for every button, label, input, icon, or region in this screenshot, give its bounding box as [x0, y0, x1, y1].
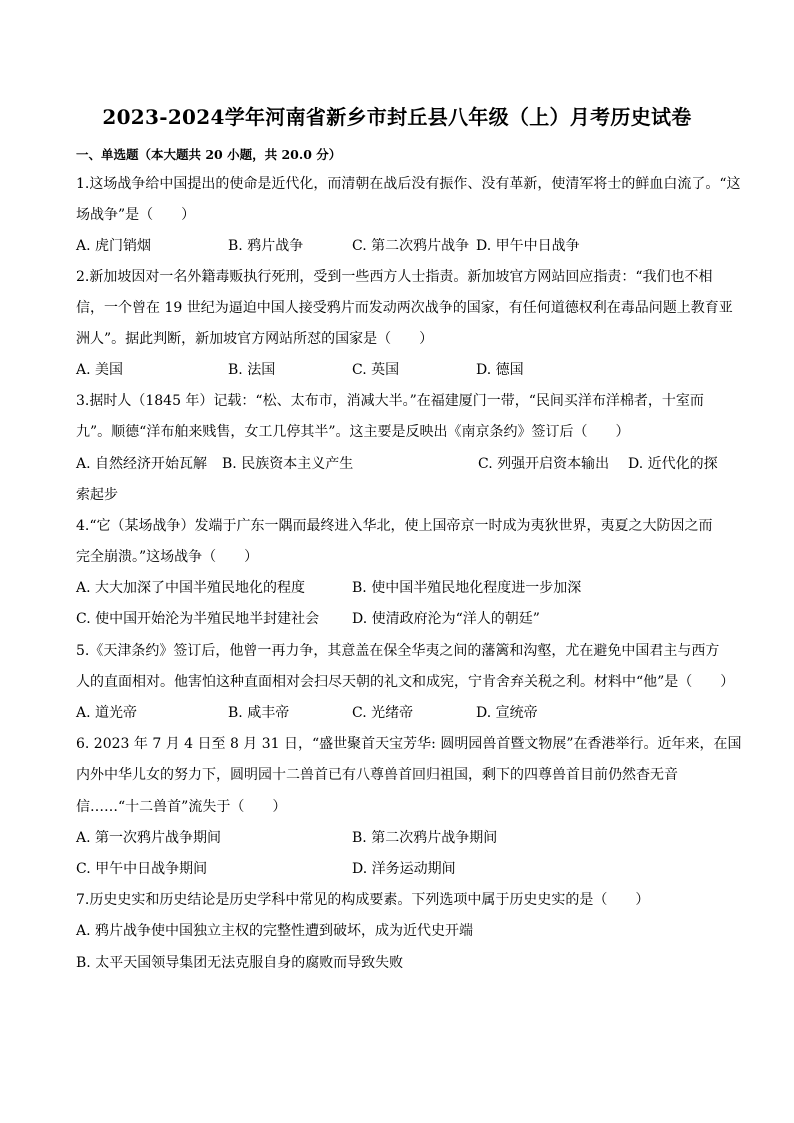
question-4-line-2: 完全崩溃。”这场战争（ ）: [76, 549, 259, 565]
question-7-option-b: B. 太平天国领导集团无法克服自身的腐败而导致失败: [76, 955, 404, 971]
question-6-option-a: A. 第一次鸦片战争期间: [76, 830, 222, 846]
question-6-option-b: B. 第二次鸦片战争期间: [352, 830, 498, 846]
question-6-option-d: D. 洋务运动期间: [352, 861, 456, 877]
question-7-line-1: 7.历史史实和历史结论是历史学科中常见的构成要素。下列选项中属于历史史实的是（ ）: [76, 892, 650, 908]
question-5-option-a: A. 道光帝: [76, 705, 138, 721]
question-6-line-2: 内外中华儿女的努力下，圆明园十二兽首已有八尊兽首回归祖国，剩下的四尊兽首目前仍然杳无音: [76, 767, 678, 783]
question-4-option-c: C. 使中国开始沦为半殖民地半封建社会: [76, 611, 320, 627]
question-1-line-2: 场战争”是（ ）: [76, 207, 196, 223]
question-4-option-d: D. 使清政府沦为“洋人的朝廷”: [352, 611, 540, 627]
question-1-option-a: A. 虎门销烟: [76, 238, 152, 254]
question-5-line-2: 人的直面相对。他害怕这种直面相对会扫尽天朝的礼文和成宪，宁肯舍弃关税之利。材料中“他”是（ ）: [76, 674, 735, 690]
question-5-option-c: C. 光绪帝: [352, 705, 414, 721]
question-1-option-c: C. 第二次鸦片战争: [352, 238, 470, 254]
question-3-option-c: C. 列强开启资本输出: [478, 456, 610, 472]
question-5-line-1: 5.《天津条约》签订后，他曾一再力争，其意盖在保全华夷之间的藩篱和沟壑，尤在避免中国君主与西方: [76, 643, 720, 659]
section-heading: 一、单选题（本大题共 20 小题，共 20.0 分）: [76, 147, 342, 162]
question-2-line-2: 信，一个曾在 19 世纪为逼迫中国人接受鸦片而发动两次战争的国家，有任何道德权利在毒品问题上教育亚: [76, 300, 733, 316]
question-3-option-b: B. 民族资本主义产生: [222, 456, 354, 472]
question-1-option-b: B. 鸦片战争: [228, 238, 304, 254]
question-3-line-1: 3.据时人（1845 年）记载：“松、太布市，消减大半。”在福建厦门一带，“民间买洋布洋棉者，十室而: [76, 393, 704, 409]
question-7-option-a: A. 鸦片战争使中国独立主权的完整性遭到破坏，成为近代史开端: [76, 923, 474, 939]
question-2-option-b: B. 法国: [228, 362, 276, 378]
question-2-option-a: A. 美国: [76, 362, 124, 378]
question-6-line-1: 6. 2023 年 7 月 4 日至 8 月 31 日，“盛世聚首天宝芳华: 圆明园兽首暨文物展”在香港举行。近年来，在国: [76, 736, 742, 752]
page-title: 2023-2024学年河南省新乡市封丘县八年级（上）月考历史试卷: [102, 105, 692, 129]
question-3-line-2: 九”。顺德“洋布舶来贱售，女工几停其半”。这主要是反映出《南京条约》签订后（ ）: [76, 424, 630, 440]
question-1-line-1: 1.这场战争给中国提出的使命是近代化，而清朝在战后没有振作、没有革新，使清军将士的鲜血白流了。“这: [76, 176, 741, 192]
question-6-line-3: 信……“十二兽首”流失于（ ）: [76, 799, 287, 815]
question-2-line-3: 洲人”。据此判断，新加坡官方网站所怼的国家是（ ）: [76, 331, 434, 347]
question-3-option-d-continued: 索起步: [76, 487, 118, 503]
question-2-option-d: D. 德国: [476, 362, 524, 378]
question-5-option-d: D. 宣统帝: [476, 705, 538, 721]
question-2-line-1: 2.新加坡因对一名外籍毒贩执行死刑，受到一些西方人士指责。新加坡官方网站回应指责：“我们也不相: [76, 269, 713, 285]
question-2-option-c: C. 英国: [352, 362, 400, 378]
question-4-line-1: 4.“它（某场战争）发端于广东一隅而最终进入华北，使上国帝京一时成为夷狄世界，夷夏之大防因之而: [76, 518, 713, 534]
question-6-option-c: C. 甲午中日战争期间: [76, 861, 208, 877]
question-1-option-d: D. 甲午中日战争: [476, 238, 580, 254]
question-3-option-a: A. 自然经济开始瓦解: [76, 456, 208, 472]
question-4-option-b: B. 使中国半殖民地化程度进一步加深: [352, 580, 582, 596]
question-4-option-a: A. 大大加深了中国半殖民地化的程度: [76, 580, 306, 596]
question-5-option-b: B. 咸丰帝: [228, 705, 290, 721]
question-3-option-d: D. 近代化的探: [628, 456, 718, 472]
